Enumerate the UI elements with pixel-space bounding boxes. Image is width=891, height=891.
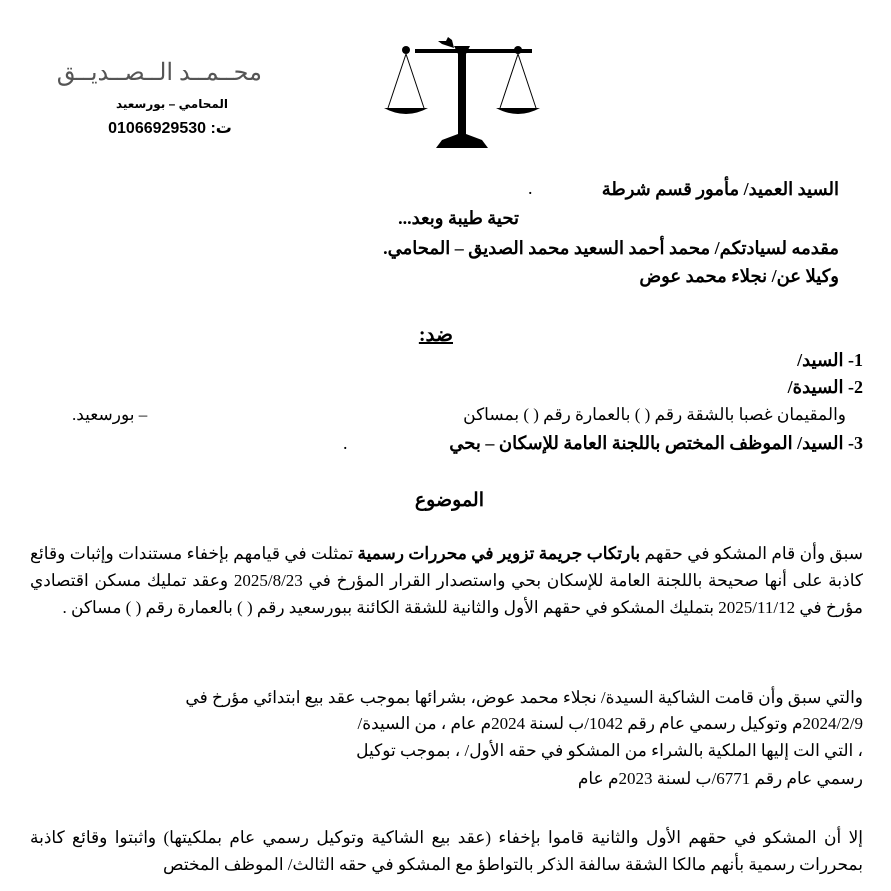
- submitter-line: مقدمه لسيادتكم/ محمد أحمد السعيد محمد الصديق – المحامي.: [383, 238, 839, 258]
- subject-heading: الموضوع: [414, 490, 484, 511]
- residence-city: – بورسعيد.: [72, 405, 148, 424]
- para1-bold-phrase: بارتكاب جريمة تزوير في محررات رسمية: [357, 544, 641, 563]
- para2-line-3: ، التي الت إليها الملكية بالشراء من المشكو في حقه الأول/ ، بموجب توكيل: [356, 741, 863, 760]
- defendant-3: 3- السيد/ الموظف المختص باللجنة العامة للإسكان – بحي: [449, 433, 863, 453]
- defendant-3-dot: .: [343, 433, 348, 453]
- scales-of-justice-icon: [382, 36, 542, 154]
- addressee-dot: .: [528, 178, 533, 198]
- para1-text-end: تمثلت في قيامهم بإخفاء مستندات وإثبات وقائع كاذبة على أنها صحيحة باللجنة العامة للإسكان بحي واستصدار القرار المؤرخ في 2025/8/23 وعقد تمليك مسكن اقتصادي مؤرخ في 2025/11/12 بتمليك المشكو في حقهم الأول والثانية للشقة الكائنة ببورسعيد رقم ( ) بالعمارة رقم ( ) مساكن .: [30, 544, 863, 617]
- para1-text-start: سبق وأن قام المشكو في حقهم: [640, 544, 864, 563]
- defendant-2: 2- السيدة/: [787, 377, 863, 397]
- subject-paragraph-3: إلا أن المشكو في حقهم الأول والثانية قاموا بإخفاء (عقد بيع الشاكية وتوكيل رسمي عام بملكيتها) واثبتوا وقائع كاذبة بمحررات رسمية بأنهم مالكا الشقة سالفة الذكر بالتواطؤ مع المشكو في حقه الثالث/ الموظف المختص: [30, 828, 863, 874]
- addressee-line: السيد العميد/ مأمور قسم شرطة: [601, 179, 839, 199]
- para2-line-1: والتي سبق وأن قامت الشاكية السيدة/ نجلاء محمد عوض، بشرائها بموجب عقد بيع ابتدائي مؤرخ في: [185, 688, 863, 707]
- para2-line-4: رسمي عام رقم 6771/ب لسنة 2023م عام: [577, 769, 863, 788]
- defendants-residence: والمقيمان غصبا بالشقة رقم ( ) بالعمارة رقم ( ) بمساكن: [463, 405, 846, 424]
- para2-line-2: 2024/2/9م وتوكيل رسمي عام رقم 1042/ب لسنة 2024م عام ، من السيدة/: [357, 714, 863, 733]
- against-heading: ضد:: [418, 324, 453, 346]
- on-behalf-line: وكيلا عن/ نجلاء محمد عوض: [639, 266, 839, 286]
- lawyer-phone: ت: 01066929530: [108, 120, 232, 137]
- lawyer-name: محــمــد الــصــديــق: [56, 60, 262, 86]
- defendant-1: 1- السيد/: [797, 350, 863, 370]
- lawyer-title: المحامي – بورسعيد: [115, 97, 229, 111]
- greeting-line: تحية طيبة وبعد...: [398, 208, 519, 228]
- subject-paragraph-1: [30, 540, 863, 621]
